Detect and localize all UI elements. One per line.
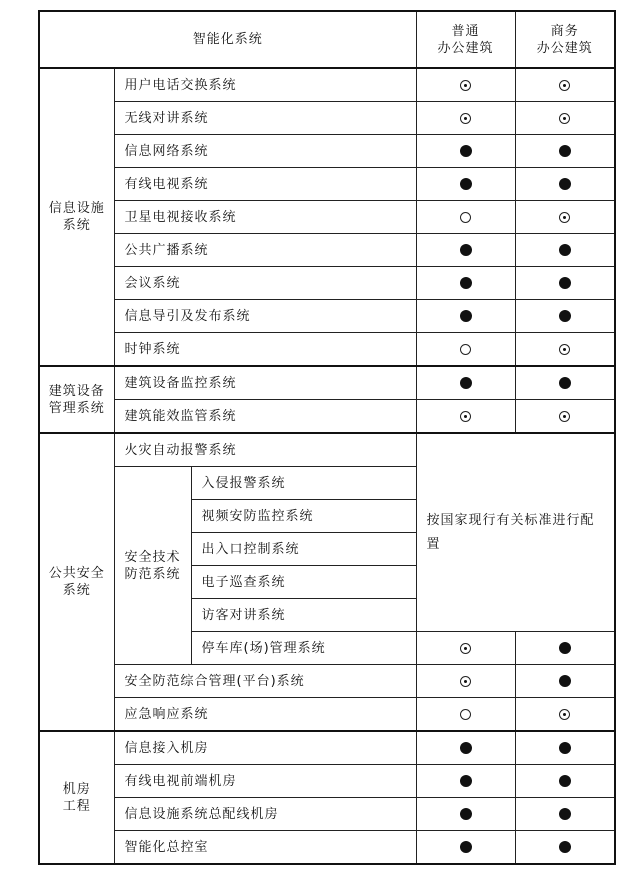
dotted-circle-icon: [559, 113, 570, 124]
dotted-circle-icon: [559, 212, 570, 223]
mark-general: [416, 102, 515, 135]
item-label: 信息接入机房: [114, 731, 416, 765]
mark-business: [515, 300, 615, 333]
table-row: [39, 765, 615, 798]
item-label: 视频安防监控系统: [191, 500, 416, 533]
item-label: 出入口控制系统: [191, 533, 416, 566]
item-label: 应急响应系统: [114, 698, 416, 732]
category-label-line1: 公共安全: [48, 566, 105, 581]
item-label: 信息导引及发布系统: [114, 300, 416, 333]
header-business-line1: 商务: [550, 23, 579, 39]
item-label: 停车库(场)管理系统: [191, 632, 416, 665]
table-row: [39, 433, 615, 467]
open-circle-icon: [460, 709, 471, 720]
mark-general: [416, 632, 515, 665]
item-label: 电子巡查系统: [191, 566, 416, 599]
dotted-circle-icon: [460, 676, 471, 687]
category-label-line1: 建筑设备: [48, 383, 105, 399]
filled-circle-icon: [559, 377, 571, 389]
table-row: [39, 300, 615, 333]
mark-general: [416, 765, 515, 798]
filled-circle-icon: [559, 775, 571, 787]
item-label: 智能化总控室: [114, 831, 416, 865]
subcategory-label-line1: 安全技术: [124, 549, 181, 565]
category-label-line2: 工程: [62, 798, 91, 814]
table-row: [39, 68, 615, 102]
filled-circle-icon: [559, 277, 571, 289]
dotted-circle-icon: [559, 709, 570, 720]
category-public-security: [39, 433, 114, 731]
dotted-circle-icon: [460, 411, 471, 422]
category-building-equipment: [39, 366, 114, 433]
item-label: 火灾自动报警系统: [114, 433, 416, 467]
mark-business: [515, 731, 615, 765]
filled-circle-icon: [460, 808, 472, 820]
item-label: 无线对讲系统: [114, 102, 416, 135]
mark-business: [515, 665, 615, 698]
item-label: 用户电话交换系统: [114, 68, 416, 102]
category-machine-room: [39, 731, 114, 864]
filled-circle-icon: [460, 742, 472, 754]
header-system-cell: [39, 11, 416, 68]
filled-circle-icon: [559, 244, 571, 256]
item-label: 建筑设备监控系统: [114, 366, 416, 400]
filled-circle-icon: [559, 642, 571, 654]
item-label: 建筑能效监管系统: [114, 400, 416, 434]
table-header-row: [39, 11, 615, 68]
table-row: [39, 135, 615, 168]
mark-general: [416, 731, 515, 765]
item-label: 有线电视前端机房: [114, 765, 416, 798]
mark-business: [515, 168, 615, 201]
mark-general: [416, 798, 515, 831]
item-label: 信息网络系统: [114, 135, 416, 168]
filled-circle-icon: [460, 310, 472, 322]
open-circle-icon: [460, 344, 471, 355]
configuration-note: 按国家现行有关标准进行配置: [416, 433, 615, 632]
mark-business: [515, 400, 615, 434]
dotted-circle-icon: [460, 80, 471, 91]
mark-business: [515, 831, 615, 865]
mark-general: [416, 135, 515, 168]
filled-circle-icon: [559, 675, 571, 687]
category-label-line2: 系统: [62, 583, 91, 598]
mark-general: [416, 300, 515, 333]
dotted-circle-icon: [460, 643, 471, 654]
item-label: 卫星电视接收系统: [114, 201, 416, 234]
filled-circle-icon: [559, 145, 571, 157]
mark-general: [416, 234, 515, 267]
header-business-office-cell: [515, 11, 615, 68]
filled-circle-icon: [460, 841, 472, 853]
table-row: [39, 201, 615, 234]
mark-business: [515, 267, 615, 300]
mark-business: [515, 366, 615, 400]
filled-circle-icon: [460, 377, 472, 389]
header-general-office-cell: [416, 11, 515, 68]
category-label-line1: 机房: [62, 781, 91, 797]
mark-business: [515, 765, 615, 798]
header-business-line2: 办公建筑: [536, 40, 593, 56]
table-row: [39, 831, 615, 865]
item-label: 安全防范综合管理(平台)系统: [114, 665, 416, 698]
mark-general: [416, 267, 515, 300]
mark-business: [515, 234, 615, 267]
header-general-line2: 办公建筑: [437, 40, 494, 56]
mark-general: [416, 201, 515, 234]
subcategory-security-tech: [114, 467, 191, 665]
table-row: [39, 798, 615, 831]
item-label: 信息设施系统总配线机房: [114, 798, 416, 831]
table-row: [39, 731, 615, 765]
item-label: 入侵报警系统: [191, 467, 416, 500]
mark-business: [515, 333, 615, 367]
header-general-line1: 普通: [451, 23, 480, 39]
header-system-title: 智能化系统: [192, 32, 263, 47]
filled-circle-icon: [559, 841, 571, 853]
filled-circle-icon: [559, 742, 571, 754]
item-label: 访客对讲系统: [191, 599, 416, 632]
mark-general: [416, 333, 515, 367]
mark-business: [515, 102, 615, 135]
table-row: [39, 665, 615, 698]
item-label: 会议系统: [114, 267, 416, 300]
filled-circle-icon: [460, 178, 472, 190]
filled-circle-icon: [460, 277, 472, 289]
table-row: [39, 366, 615, 400]
category-label-line1: 信息设施: [48, 201, 105, 216]
table-row: [39, 400, 615, 434]
mark-general: [416, 400, 515, 434]
table-row: [39, 267, 615, 300]
mark-general: [416, 68, 515, 102]
mark-business: [515, 201, 615, 234]
table-row: [39, 102, 615, 135]
mark-business: [515, 698, 615, 732]
mark-business: [515, 798, 615, 831]
mark-business: [515, 135, 615, 168]
mark-business: [515, 632, 615, 665]
filled-circle-icon: [460, 145, 472, 157]
filled-circle-icon: [460, 244, 472, 256]
mark-general: [416, 698, 515, 732]
table-row: [39, 168, 615, 201]
filled-circle-icon: [460, 775, 472, 787]
intelligent-system-config-table: [38, 10, 616, 865]
open-circle-icon: [460, 212, 471, 223]
table-row: [39, 333, 615, 367]
filled-circle-icon: [559, 178, 571, 190]
item-label: 有线电视系统: [114, 168, 416, 201]
mark-general: [416, 665, 515, 698]
table-row: [39, 234, 615, 267]
mark-general: [416, 366, 515, 400]
dotted-circle-icon: [460, 113, 471, 124]
item-label: 公共广播系统: [114, 234, 416, 267]
mark-business: [515, 68, 615, 102]
subcategory-label-line2: 防范系统: [124, 566, 181, 582]
dotted-circle-icon: [559, 411, 570, 422]
category-label-line2: 系统: [62, 218, 91, 233]
filled-circle-icon: [559, 310, 571, 322]
mark-general: [416, 168, 515, 201]
mark-general: [416, 831, 515, 865]
dotted-circle-icon: [559, 80, 570, 91]
filled-circle-icon: [559, 808, 571, 820]
item-label: 时钟系统: [114, 333, 416, 367]
category-label-line2: 管理系统: [48, 400, 105, 416]
table-row: [39, 698, 615, 732]
dotted-circle-icon: [559, 344, 570, 355]
category-info-facilities: [39, 68, 114, 366]
